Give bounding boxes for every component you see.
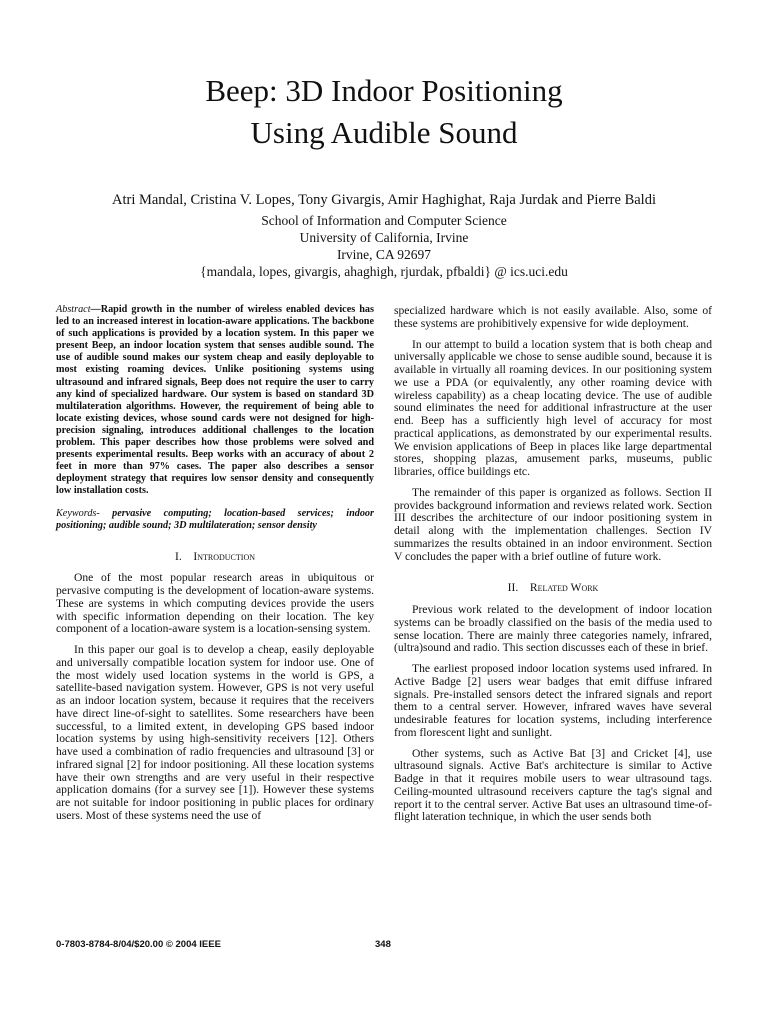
title-line-2: Using Audible Sound	[250, 115, 518, 150]
intro-paragraph-2-continued: specialized hardware which is not easily available. Also, some of these systems are prohibitively expensive for wide deployment.	[394, 304, 712, 330]
related-paragraph-2: The earliest proposed indoor location systems used infrared. In Active Badge [2] users wear badges that emit diffuse infrared signals. Pre-installed sensors detect the infrared signals and report them to a central server. However, infrared waves have several undesirable features for location systems, including interference from florescent light and sunlight.	[394, 662, 712, 739]
author-names: Atri Mandal, Cristina V. Lopes, Tony Givargis, Amir Haghighat, Raja Jurdak and Pierre Baldi	[111, 192, 656, 208]
left-column	[56, 304, 374, 831]
section-name: Introduction	[193, 549, 255, 563]
intro-paragraph-2: In this paper our goal is to develop a cheap, easily deployable and universally compatible location system for indoor use. One of the most widely used location systems in the world is GPS, a satellite-based navigation system. However, GPS is not very useful as an indoor location system, because it requires that the receivers have direct line-of-sight to satellites. Some researchers have been successful, to a limited extent, in developing GPS based indoor location systems by using high-sensitivity receivers [12]. Others have used a combination of radio frequencies and ultrasound [3] or infrared signal [2] for indoor positioning. All these location systems have their own strengths and are very useful in their respective application domains (for a survey see [1]). However these systems are not suitable for indoor positioning in public places for ordinary users. Most of these systems need the use of	[56, 643, 374, 822]
affiliation-address: Irvine, CA 92697	[336, 247, 432, 262]
related-paragraph-1: Previous work related to the development of indoor location systems can be broadly classified on the basis of the media used to sense location. There are mainly three categories namely, infrared, (ultra)sound and radio. This section discusses each of these in brief.	[394, 603, 712, 655]
intro-paragraph-1: One of the most popular research areas in ubiquitous or pervasive computing is the development of location-aware systems. These are systems in which computing devices provide the users with specific information depending on their location. The key component of a location-aware system is a location-sensing system.	[56, 571, 374, 636]
paper-title	[0, 70, 768, 154]
affiliation-university: University of California, Irvine	[299, 230, 469, 245]
intro-paragraph-4: The remainder of this paper is organized as follows. Section II provides background information and reviews related work. Section III describes the architecture of our indoor positioning system in detail along with the implementation challenges. Section IV summarizes the results obtained in an indoor environment. Section V concludes the paper with a brief outline of future work.	[394, 485, 712, 563]
keywords	[56, 508, 374, 532]
section-numeral: II.	[507, 581, 519, 595]
intro-paragraph-3: In our attempt to build a location system that is both cheap and universally applicable we chose to sense audible sound, because it is available in virtually all roaming devices. In our positioning system we use a PDA (or equivalently, any other roaming device with wireless capability) as a cheap locating device. The use of audible sound eliminates the need for additional infrastructure at the user end. Beep has a sufficiently high level of accuracy for most practical applications, as demonstrated by our experimental results. We envision applications of Beep in places like large departmental stores, shopping plazas, amusement parks, museums, public libraries, office buildings etc.	[394, 337, 712, 478]
section-heading-related-work	[394, 582, 712, 595]
page-footer	[56, 939, 712, 953]
section-numeral: I.	[175, 549, 182, 563]
title-line-1: Beep: 3D Indoor Positioning	[205, 73, 563, 108]
abstract-lead: Abstract	[56, 304, 91, 315]
page-number: 348	[375, 939, 391, 950]
right-column	[394, 305, 712, 832]
keywords-lead: Keywords-	[56, 507, 100, 519]
section-heading-introduction	[56, 551, 374, 564]
keywords-text: pervasive computing; location-based services; indoor positioning; audible sound; 3D multilateration; sensor density	[56, 507, 374, 531]
related-paragraph-3: Other systems, such as Active Bat [3] and Cricket [4], use ultrasound signals. Active Bat's architecture is similar to Active Badge in that it requires mobile users to wear ultrasound tags. Ceiling-mounted ultrasound receivers capture the tag's signal and report it to the central server. Active Bat uses an ultrasound time-of-flight lateration technique, in which the user sends both	[394, 746, 712, 824]
abstract-text: —Rapid growth in the number of wireless enabled devices has led to an increased interest in location-aware applications. The backbone of such applications is provided by a location system. In this paper we present Beep, an indoor location system that senses audible sound. The use of audible sound makes our system cheap and easily deployable to most existing roaming devices. Unlike positioning systems using ultrasound and infrared signals, Beep does not require the user to carry any kind of specialized hardware. Our system is based on standard 3D multilateration algorithms. However, the requirement of being able to locate existing devices, whose sound cards were not designed for high-precision signaling, introduces additional challenges to the location problem. This paper describes how those problems were solved and presents experimental results. Beep works with an accuracy of about 2 feet in more than 97% cases. The paper also describes a sensor deployment strategy that requires low sensor density and consequently low installation costs.	[56, 304, 374, 497]
author-block	[0, 192, 768, 280]
author-emails: {mandala, lopes, givargis, ahaghigh, rjurdak, pfbaldi} @ ics.uci.edu	[200, 264, 568, 279]
copyright-code: 0-7803-8784-8/04/$20.00 © 2004 IEEE	[56, 939, 221, 950]
affiliation-school: School of Information and Computer Science	[261, 213, 507, 228]
section-name: Related Work	[529, 581, 599, 595]
abstract	[56, 304, 374, 498]
